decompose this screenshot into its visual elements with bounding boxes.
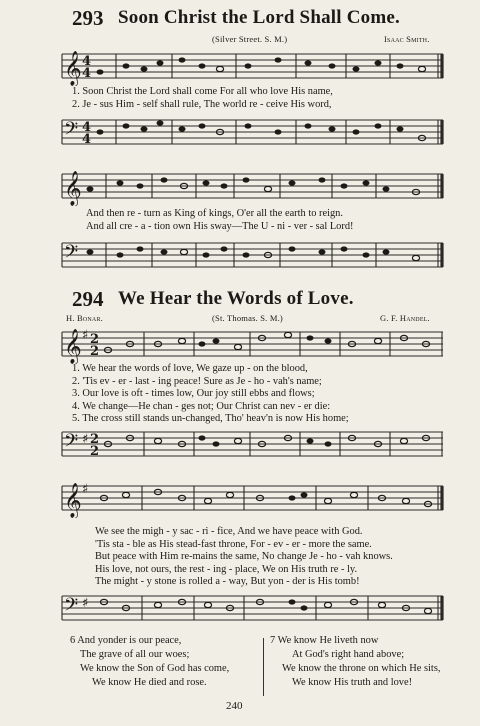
- composer-credit-294: G. F. Handel.: [380, 313, 430, 323]
- music-staff-bass: [60, 588, 445, 628]
- hymn-title-294: We Hear the Words of Love.: [118, 288, 354, 309]
- author-credit-294: H. Bonar.: [66, 313, 103, 323]
- lyric-line: 'Tis sta - ble as His stead-fast throne, For - ev - er - more the same.: [95, 538, 372, 550]
- music-staff-treble: [60, 46, 445, 86]
- hymn294-verse-line-1: [72, 363, 349, 426]
- svg-text:𝄢: 𝄢: [64, 431, 79, 456]
- verse-line: The grave of all our woes;: [80, 649, 190, 660]
- svg-text:2: 2: [90, 432, 100, 447]
- lyric-line: 2. Je - sus Him - self shall rule, The world re - ceive His word,: [72, 98, 332, 110]
- hymn-number-293: 293: [72, 6, 104, 30]
- lyric-line: 1. We hear the words of love, We gaze up - on the blood,: [72, 363, 308, 374]
- verse-line: We know He died and rose.: [92, 677, 207, 688]
- verse-line: 7 We know He liveth now: [270, 635, 379, 646]
- music-staff-bass: [60, 424, 445, 464]
- verse-line: 6 And yonder is our peace,: [70, 635, 182, 646]
- verse-6: [70, 634, 229, 690]
- svg-text:𝄞: 𝄞: [64, 171, 82, 206]
- hymn-title-293: Soon Christ the Lord Shall Come.: [118, 7, 400, 28]
- hymn294-verse-line-2: [95, 526, 393, 589]
- svg-text:4: 4: [82, 132, 92, 147]
- lyric-line: The might - y stone is rolled a - way, But yon - der is His tomb!: [95, 576, 360, 588]
- music-staff-treble: [60, 478, 445, 518]
- svg-text:2: 2: [90, 344, 100, 359]
- lyric-line: And then re - turn as King of kings, O'er all the earth to reign.: [86, 208, 343, 219]
- hymn293-verse-line-2: [86, 208, 353, 233]
- svg-text:♯: ♯: [82, 596, 89, 611]
- verse-line: We know the throne on which He sits,: [282, 663, 441, 674]
- lyric-line: 3. Our love is oft - times low, Our joy still ebbs and flows;: [72, 388, 315, 400]
- lyric-line: And all cre - a - tion own His sway—The U - ni - ver - sal Lord!: [86, 220, 354, 232]
- svg-text:2: 2: [90, 332, 100, 347]
- lyric-line: We see the migh - y sac - ri - fice, And we have peace with God.: [95, 526, 363, 537]
- hymn-number-294: 294: [72, 287, 104, 311]
- lyric-line: His love, not ours, the rest - ing - place, We on His truth re - ly.: [95, 563, 358, 575]
- music-staff-treble: [60, 166, 445, 206]
- svg-text:𝄢: 𝄢: [64, 119, 79, 144]
- lyric-line: 1. Soon Christ the Lord shall come For all who love His name,: [72, 86, 333, 97]
- verse-7: [270, 634, 440, 690]
- tune-name-293: (Silver Street. S. M.): [212, 34, 288, 44]
- svg-text:♯: ♯: [82, 432, 89, 447]
- lyric-line: 2. 'Tis ev - er - last - ing peace! Sure as Je - ho - vah's name;: [72, 375, 322, 387]
- lyric-line: 4. We change—He chan - ges not; Our Christ can nev - er die:: [72, 400, 331, 412]
- lyric-line: But peace with Him re-mains the same, No change Je - ho - vah knows.: [95, 551, 393, 563]
- page-number: 240: [226, 700, 243, 712]
- column-divider: [263, 638, 264, 696]
- svg-text:𝄢: 𝄢: [64, 242, 79, 267]
- svg-text:4: 4: [82, 66, 92, 81]
- author-credit-293: Isaac Smith.: [384, 34, 430, 44]
- verse-line: We know His truth and love!: [292, 677, 413, 688]
- music-staff-bass: [60, 235, 445, 275]
- svg-text:𝄞: 𝄞: [64, 329, 82, 364]
- svg-text:4: 4: [82, 120, 92, 135]
- verse-line: At God's right hand above;: [292, 649, 405, 660]
- lyric-line: 5. The cross still stands un-changed, Tho' heav'n is now His home;: [72, 413, 349, 425]
- hymn293-verse-line-1: [72, 86, 333, 111]
- music-staff-bass: [60, 112, 445, 152]
- svg-text:𝄢: 𝄢: [64, 595, 79, 620]
- verse-line: We know the Son of God has come,: [80, 663, 230, 674]
- music-staff-treble: [60, 324, 445, 364]
- svg-text:2: 2: [90, 444, 100, 459]
- svg-text:𝄞: 𝄞: [64, 483, 82, 518]
- svg-text:𝄞: 𝄞: [64, 51, 82, 86]
- tune-name-294: (St. Thomas. S. M.): [212, 313, 283, 323]
- svg-text:♯: ♯: [82, 482, 89, 497]
- svg-text:4: 4: [82, 54, 92, 69]
- svg-text:♯: ♯: [82, 328, 89, 343]
